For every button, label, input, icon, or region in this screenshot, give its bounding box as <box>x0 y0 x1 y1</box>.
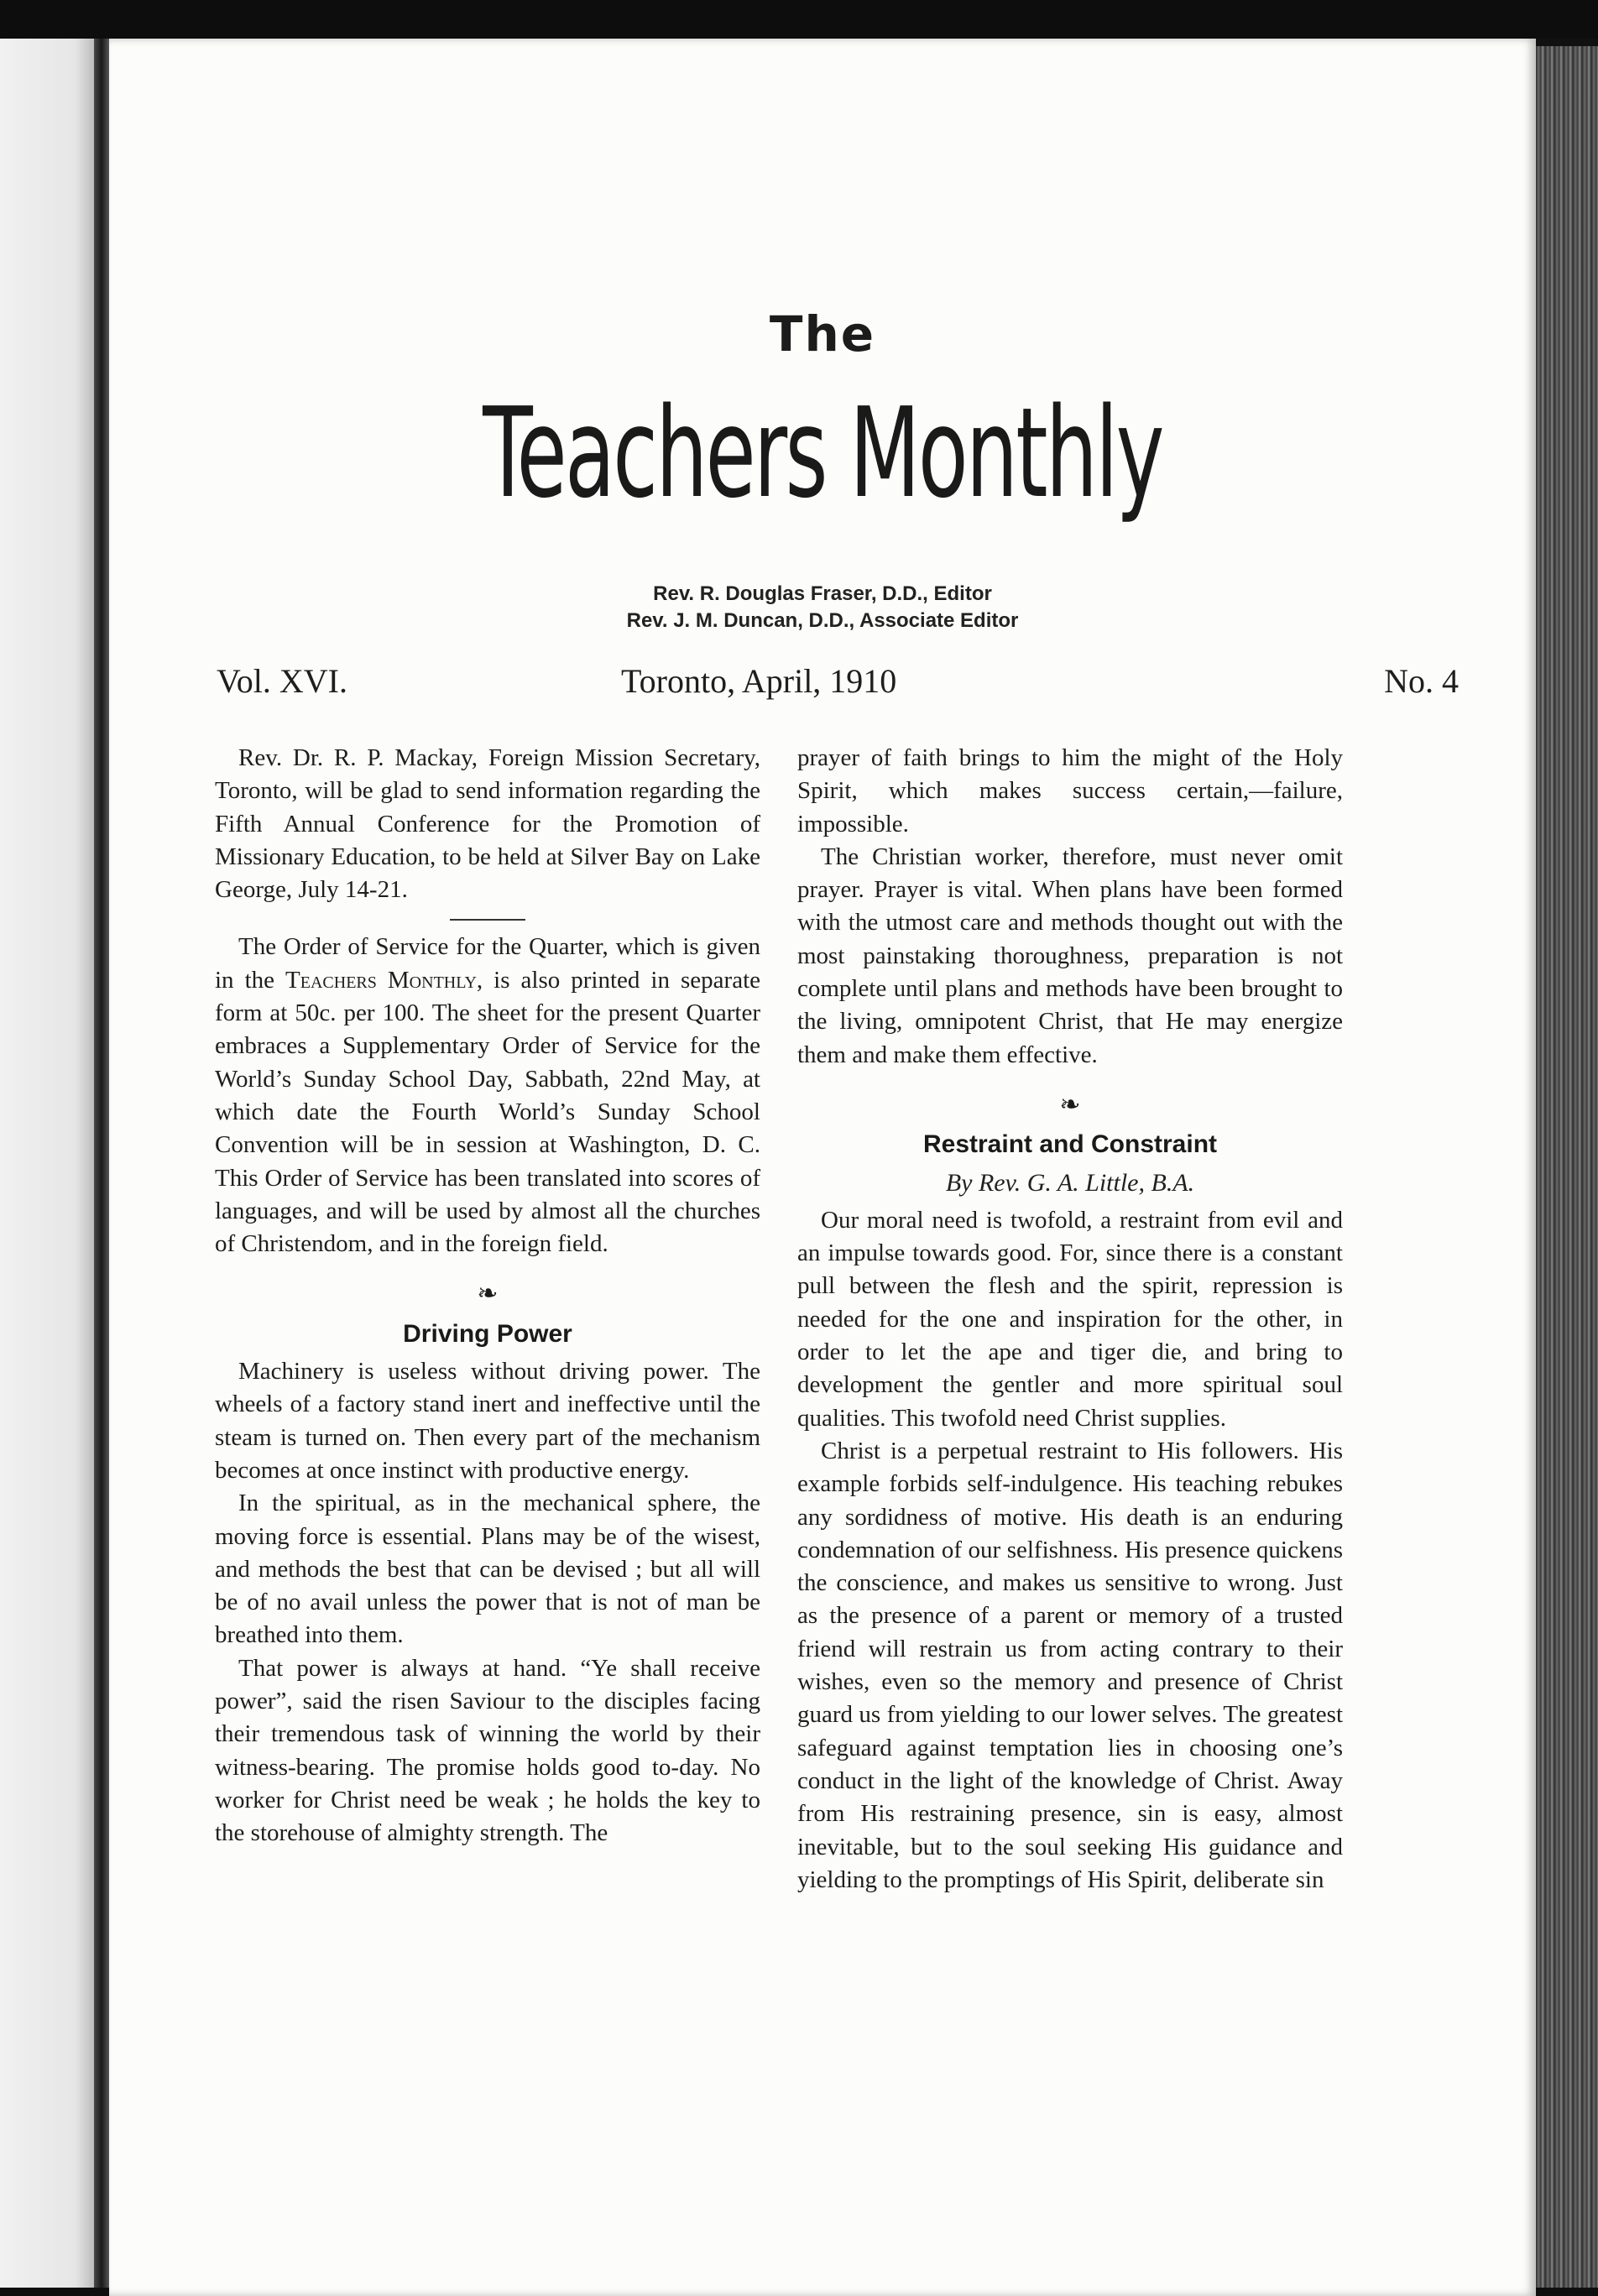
left-column <box>215 742 760 1850</box>
right-column <box>797 742 1343 1897</box>
page-stack-edge <box>1536 46 1598 2296</box>
leaf-ornament-icon: ❧ <box>477 1280 499 1308</box>
magazine-page <box>109 39 1536 2296</box>
article-paragraph: The Christian worker, therefore, must never omit prayer. Prayer is vital. When plans have been formed with the utmost care and methods thought out with the most painstaking thoroughness, preparation is not complete until plans and methods have been brought to the living, omnipotent Christ, that He may energize them and make them effective. <box>797 843 1343 1068</box>
issue-number: No. 4 <box>1384 662 1459 700</box>
article-heading-driving-power: Driving Power <box>403 1319 572 1348</box>
volume-number: Vol. XVI. <box>217 662 347 700</box>
facing-page-edge <box>0 39 94 2288</box>
article-paragraph: That power is always at hand. “Ye shall receive power”, said the risen Saviour to the disciples facing their tremendous task of winning the world by their witness-bearing. The promise holds good to-day. No worker for Christ need be weak ; he holds the key to the storehouse of almighty strength. The <box>215 1654 760 1847</box>
order-of-service-notice: The Order of Service for the Quarter, which is given in the Teachers Monthly, is also printed in separate form at 50c. per 100. The sheet for the present Quarter embraces a Supplementary Order of Service for the World’s Sunday School Day, Sabbath, 22nd May, at which date the Fourth World’s Sunday School Convention will be in session at Washington, D. C. This Order of Service has been translated into scores of languages, and will be used by almost all the churches of Christendom, and in the foreign field. <box>215 933 760 1258</box>
scan-top-border <box>0 0 1598 39</box>
article-heading-restraint: Restraint and Constraint <box>922 1130 1218 1159</box>
leaf-ornament-icon: ❧ <box>1059 1090 1081 1119</box>
article-paragraph: Machinery is useless without driving power. The wheels of a factory stand inert and ineffective until the steam is turned on. Then every part of the mechanism becomes at once instinct with productive energy. <box>215 1358 760 1484</box>
masthead-title: Teachers Monthly <box>483 381 1162 525</box>
publication-name: Teachers Monthly <box>285 966 477 994</box>
article-byline: By Rev. G. A. Little, B.A. <box>945 1168 1195 1197</box>
article-paragraph: Christ is a perpetual restraint to His followers. His example forbids self-indulgence. His teaching rebukes any sordidness of motive. His death is an enduring condemnation of our selfishness. His presence quickens the conscience, and makes us sensitive to wrong. Just as the presence of a parent or memory of a trusted friend will restrain us from acting contrary to their wishes, even so the memory and presence of Christ guard us from yielding to our lower selves. The greatest safeguard against temptation lies in choosing one’s conduct in the light of the knowledge of Christ. Away from His restraining presence, sin is easy, almost inevitable, but to the soul seeking His guidance and yielding to the promptings of His Spirit, deliberate sin <box>797 1437 1343 1893</box>
article-paragraph: prayer of faith brings to him the might of the Holy Spirit, which makes success certain,—failure, impossible. <box>797 744 1343 838</box>
article-paragraph: Our moral need is twofold, a restraint from evil and an impulse towards good. For, since there is a constant pull between the flesh and the spirit, repression is needed for the one and inspiration for the other, in order to let the ape and tiger die, and bring to development the gentler and more spiritual soul qualities. This twofold need Christ supplies. <box>797 1206 1343 1432</box>
associate-editor-line: Rev. J. M. Duncan, D.D., Associate Editor <box>626 609 1019 632</box>
mission-conference-notice: Rev. Dr. R. P. Mackay, Foreign Mission Secretary, Toronto, will be glad to send information regarding the Fifth Annual Conference for the Promotion of Missionary Education, to be held at Silver Bay on Lake George, July 14-21. <box>215 744 760 904</box>
editor-line: Rev. R. Douglas Fraser, D.D., Editor <box>653 582 992 605</box>
section-divider <box>450 919 525 921</box>
place-and-date: Toronto, April, 1910 <box>621 662 897 700</box>
masthead-the: The <box>769 305 876 363</box>
article-paragraph: In the spiritual, as in the mechanical sphere, the moving force is essential. Plans may be of the wisest, and methods the best that can be devised ; but all will be of no avail unless the power that is not of man be breathed into them. <box>215 1490 760 1649</box>
book-gutter <box>94 39 109 2288</box>
